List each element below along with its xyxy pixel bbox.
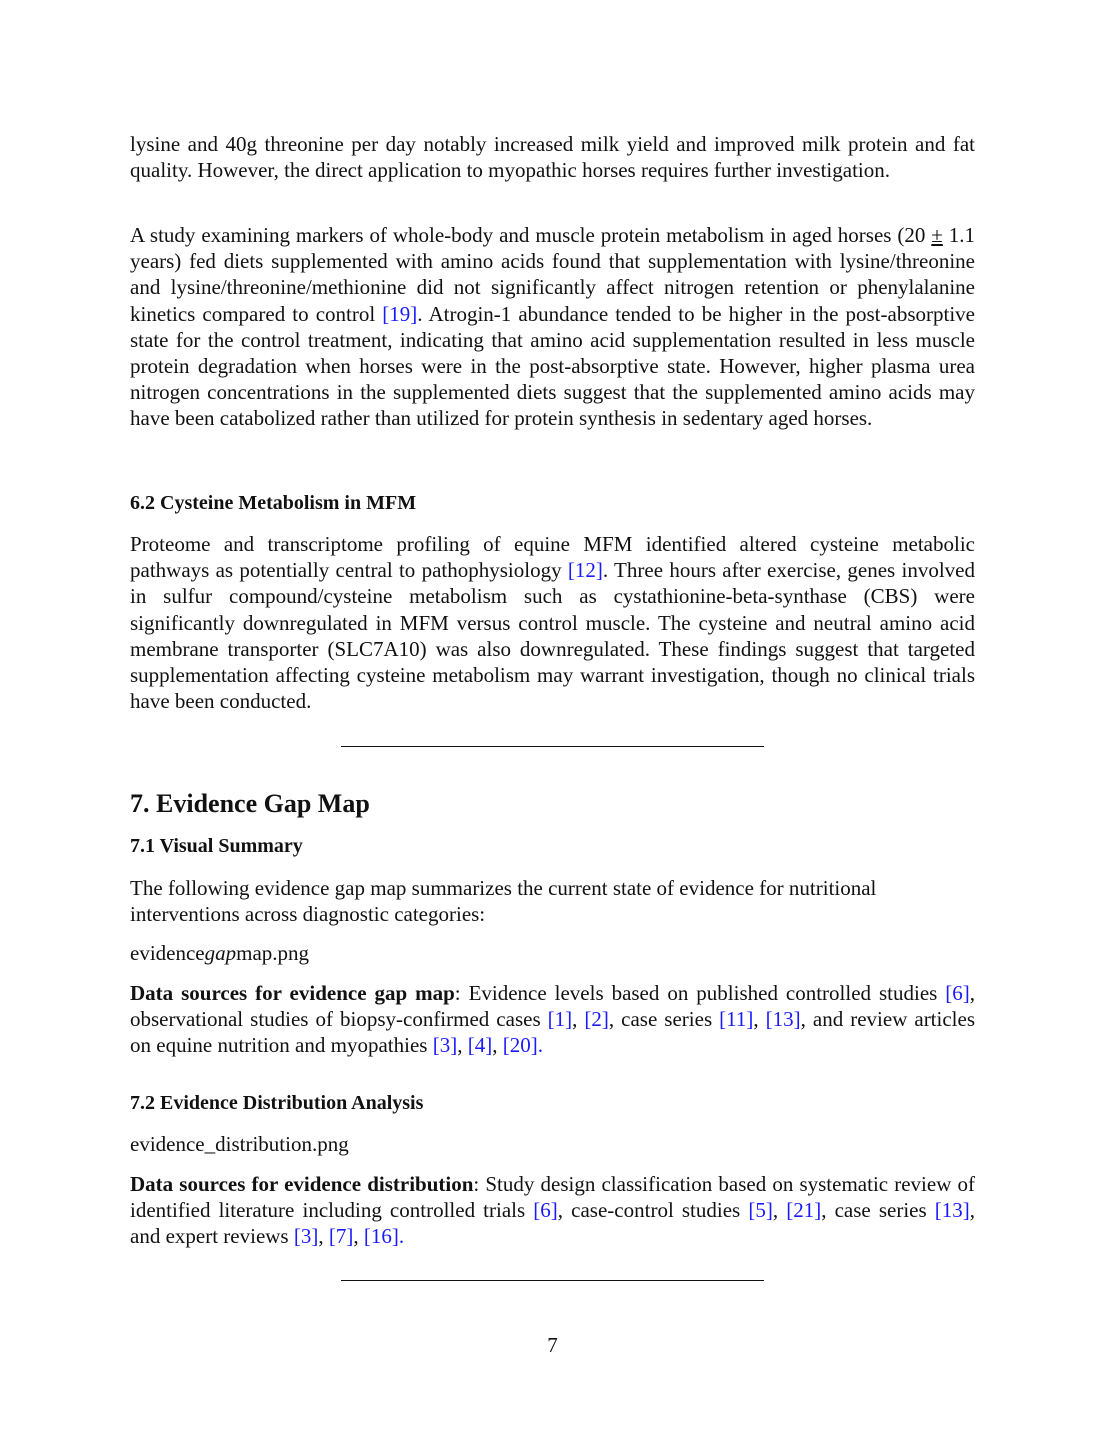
- paragraph-text: , case series: [608, 1007, 720, 1032]
- citation-link-2[interactable]: [2]: [584, 1007, 609, 1032]
- intro-paragraph-text: lysine and 40g threonine per day notably increased milk yield and improved milk protein and fat quality. However, the direct application to myopathic horses requires further investigation.: [130, 132, 975, 183]
- section-heading-7: 7. Evidence Gap Map: [130, 789, 370, 818]
- citation-link-6[interactable]: [6]: [533, 1198, 558, 1223]
- citation-link-13[interactable]: [13]: [934, 1198, 970, 1223]
- paragraph-text: . Three hours after exercise, genes involved in sulfur compound/cysteine metabolism such as cystathionine-beta-synthase (CBS) were significantly downregulated in MFM versus control muscle. The cysteine and neutral amino acid membrane transporter (SLC7A10) was also downregulated. These findings suggest that targeted supplementation affecting cysteine metabolism may warrant investigation, though no clinical trials have been conducted.: [130, 558, 975, 714]
- paragraph-text: , observational studies of biopsy-confirmed cases: [130, 981, 976, 1032]
- distribution-data-sources: [130, 1171, 975, 1250]
- section-heading-7-2: 7.2 Evidence Distribution Analysis: [130, 1092, 424, 1114]
- paragraph-text: Proteome and transcriptome profiling of equine MFM identified altered cysteine metabolic pathways as potentially central to pathophysiology: [130, 532, 975, 583]
- citation-link-1[interactable]: [1]: [547, 1007, 573, 1032]
- image-filename-part: map.png: [236, 941, 310, 965]
- paragraph-text: , case series: [821, 1198, 935, 1223]
- section-divider: [341, 1280, 764, 1281]
- paragraph-text: A study examining markers of whole-body and muscle protein metabolism in aged horses (20: [130, 223, 932, 247]
- evidence-gap-map-image-placeholder: [130, 940, 975, 966]
- paragraph-text: .: [398, 1224, 405, 1249]
- citation-link-4[interactable]: [4]: [467, 1033, 493, 1058]
- paragraph-text: , and expert reviews: [130, 1198, 976, 1249]
- cysteine-paragraph: [130, 531, 975, 714]
- intro-paragraph: [130, 131, 975, 183]
- citation-link-19[interactable]: [19]: [382, 301, 418, 326]
- citation-link-7[interactable]: [7]: [328, 1224, 354, 1249]
- paragraph-text: ,: [353, 1224, 364, 1249]
- gap-map-data-sources: [130, 980, 975, 1059]
- paragraph-text: . Atrogin-1 abundance tended to be higher in the post-absorptive state for the control treatment, indicating that amino acid supplementation resulted in less muscle protein degradation when horses were in the post-absorptive state. However, higher plasma urea nitrogen concentrations in the supplemented diets suggest that the supplemented amino acids may have been catabolized rather than utilized for protein synthesis in sedentary aged horses.: [130, 301, 975, 431]
- section-heading-6-2: 6.2 Cysteine Metabolism in MFM: [130, 492, 417, 514]
- paragraph-text: ,: [572, 1007, 585, 1032]
- citation-link-12[interactable]: [12]: [567, 558, 603, 583]
- paragraph-text: ,: [772, 1198, 787, 1223]
- plus-minus-symbol: ±: [931, 223, 943, 247]
- paragraph-text: , case-control studies: [557, 1198, 749, 1223]
- citation-link-16[interactable]: [16]: [363, 1224, 399, 1249]
- data-sources-label: Data sources for evidence distribution: [130, 1172, 474, 1196]
- paragraph-text: ,: [318, 1224, 329, 1249]
- aged-horses-paragraph: [130, 222, 975, 432]
- paragraph-text: , and review articles on equine nutrition and myopathies: [130, 1007, 975, 1058]
- citation-link-21[interactable]: [21]: [786, 1198, 822, 1223]
- citation-link-5[interactable]: [5]: [748, 1198, 773, 1223]
- paragraph-text: ,: [753, 1007, 766, 1032]
- paragraph-text: .: [537, 1033, 543, 1058]
- data-sources-label: Data sources for evidence gap map: [130, 981, 455, 1005]
- paragraph-text: 1.1 years) fed diets supplemented with amino acids found that supplementation with lysine/threonine and lysine/threonine/methionine did not significantly affect nitrogen retention or phenylalanine kinetics compared to control: [130, 223, 975, 326]
- citation-link-11[interactable]: [11]: [719, 1007, 754, 1032]
- paragraph-text: ,: [457, 1033, 468, 1058]
- paragraph-text: : Study design classification based on systematic review of identified literature including controlled trials: [130, 1172, 975, 1223]
- citation-link-3[interactable]: [3]: [293, 1224, 319, 1249]
- paragraph-text: ,: [492, 1033, 503, 1058]
- image-filename-italic-part: gap: [204, 941, 237, 965]
- paragraph-text: : Evidence levels based on published controlled studies: [454, 981, 946, 1005]
- citation-link-13[interactable]: [13]: [765, 1007, 801, 1032]
- citation-link-20[interactable]: [20]: [502, 1033, 538, 1058]
- citation-link-3[interactable]: [3]: [432, 1033, 458, 1058]
- image-filename-part: evidence: [130, 941, 205, 965]
- section-divider: [341, 746, 764, 747]
- citation-link-6[interactable]: [6]: [945, 981, 970, 1005]
- evidence-distribution-image-placeholder: evidence_distribution.png: [130, 1132, 349, 1156]
- visual-summary-intro: The following evidence gap map summarizes the current state of evidence for nutritional interventions across diagnostic categories:: [130, 876, 877, 927]
- page-number: 7: [547, 1333, 558, 1357]
- section-heading-7-1: 7.1 Visual Summary: [130, 835, 303, 857]
